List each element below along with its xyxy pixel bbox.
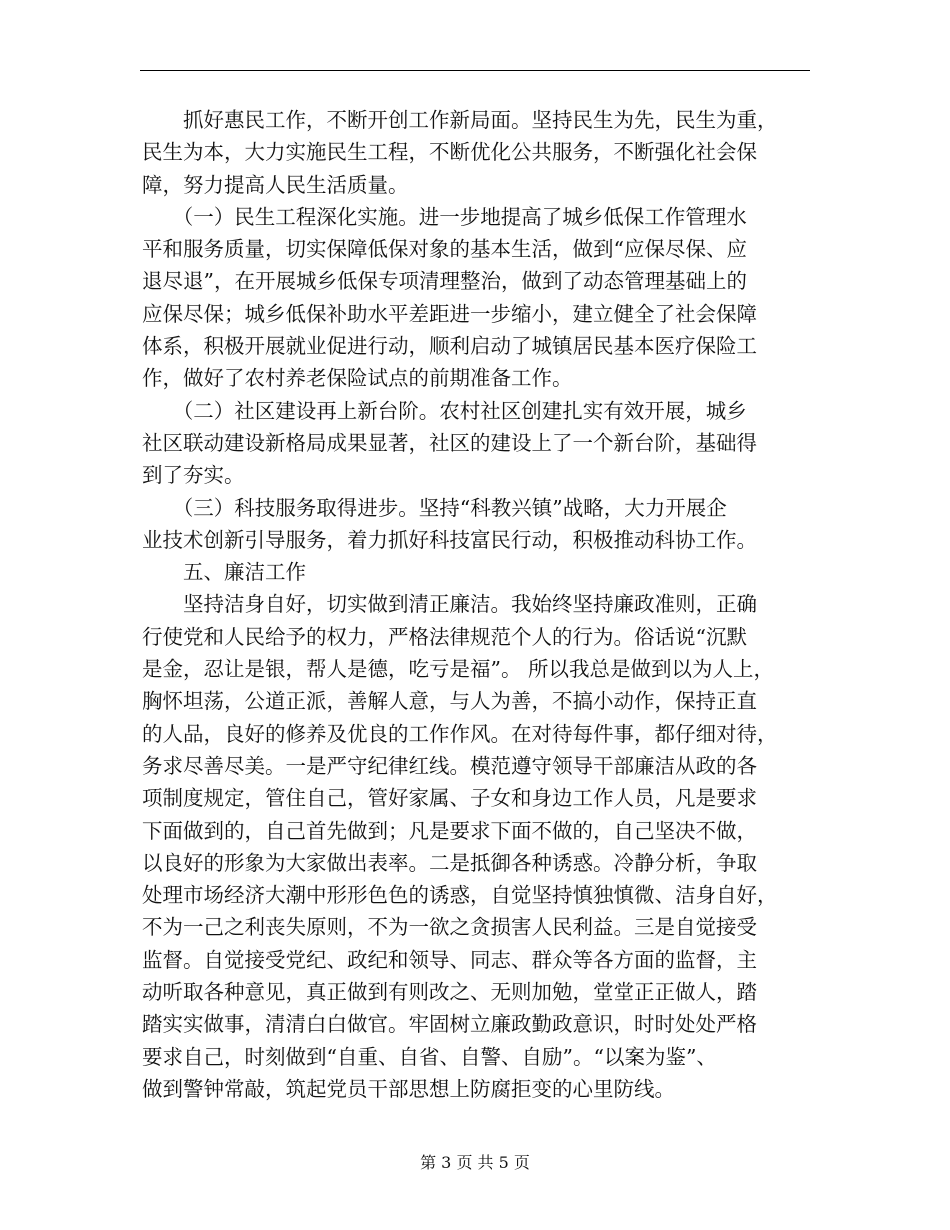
text-line: 做到警钟常敲，筑起党员干部思想上防腐拒变的心里防线。 (142, 1076, 675, 1101)
text-line: 项制度规定，管住自己，管好家属、子女和身边工作人员，凡是要求 (142, 786, 757, 811)
text-line: 平和服务质量，切实保障低保对象的基本生活，做到“应保尽保、应 (142, 237, 747, 262)
text-line: 体系，积极开展就业促进行动，顺利启动了城镇居民基本医疗保险工 (142, 334, 757, 359)
text-line: 业技术创新引导服务，着力抓好科技富民行动，积极推动科协工作。 (142, 527, 757, 552)
text-line: 应保尽保；城乡低保补助水平差距进一步缩小，建立健全了社会保障 (142, 301, 757, 326)
text-line: 踏实实做事，清清白白做官。牢固树立廉政勤政意识，时时处处严格 (142, 1012, 757, 1037)
text-line: 胸怀坦荡，公道正派，善解人意，与人为善，不搞小动作，保持正直 (142, 689, 757, 714)
text-line: 作，做好了农村养老保险试点的前期准备工作。 (142, 366, 573, 391)
body-text (142, 104, 816, 1105)
text-line: 要求自己，时刻做到“自重、自省、自警、自励”。“以案为鉴”、 (142, 1044, 717, 1069)
text-line: 到了夯实。 (142, 463, 245, 488)
text-line: 监督。自觉接受党纪、政纪和领导、同志、群众等各方面的监督，主 (142, 947, 757, 972)
page-footer (0, 1153, 950, 1173)
text-line: 下面做到的，自己首先做到；凡是要求下面不做的，自己坚决不做， (142, 818, 757, 843)
text-line: 的人品，良好的修养及优良的工作作风。在对待每件事，都仔细对待， (142, 721, 778, 746)
text-line: 障，努力提高人民生活质量。 (142, 172, 409, 197)
text-line: 坚持洁身自好，切实做到清正廉洁。我始终坚持廉政准则，正确 (142, 592, 757, 617)
text-line: 行使党和人民给予的权力，严格法律规范个人的行为。俗话说“沉默 (142, 624, 747, 649)
text-line: 民生为本，大力实施民生工程，不断优化公共服务，不断强化社会保 (142, 140, 757, 165)
text-line: 动听取各种意见，真正做到有则改之、无则加勉，堂堂正正做人，踏 (142, 980, 757, 1005)
text-line: （二）社区建设再上新台阶。农村社区创建扎实有效开展，城乡 (142, 398, 747, 423)
text-line: （三）科技服务取得进步。坚持“科教兴镇”战略，大力开展企 (142, 495, 727, 520)
text-line: 以良好的形象为大家做出表率。二是抵御各种诱惑。冷静分析，争取 (142, 850, 757, 875)
text-line: 退尽退”，在开展城乡低保专项清理整治，做到了动态管理基础上的 (142, 269, 747, 294)
page-number-label: 第 3 页 共 5 页 (420, 1153, 530, 1172)
text-line: 抓好惠民工作，不断开创工作新局面。坚持民生为先，民生为重， (142, 108, 778, 132)
header-rule (140, 70, 810, 71)
text-line: 处理市场经济大潮中形形色色的诱惑，自觉坚持慎独慎微、洁身自好， (142, 883, 778, 908)
text-line: 社区联动建设新格局成果显著，社区的建设上了一个新台阶，基础得 (142, 430, 757, 455)
text-line: 不为一己之利丧失原则，不为一欲之贪损害人民利益。三是自觉接受 (142, 915, 757, 940)
text-line: 务求尽善尽美。一是严守纪律红线。模范遵守领导干部廉洁从政的各 (142, 753, 757, 778)
text-line: （一）民生工程深化实施。进一步地提高了城乡低保工作管理水 (142, 204, 747, 229)
text-line: 是金，忍让是银，帮人是德，吃亏是福”。 所以我总是做到以为人上， (142, 657, 774, 682)
text-line: 五、廉洁工作 (142, 560, 306, 585)
